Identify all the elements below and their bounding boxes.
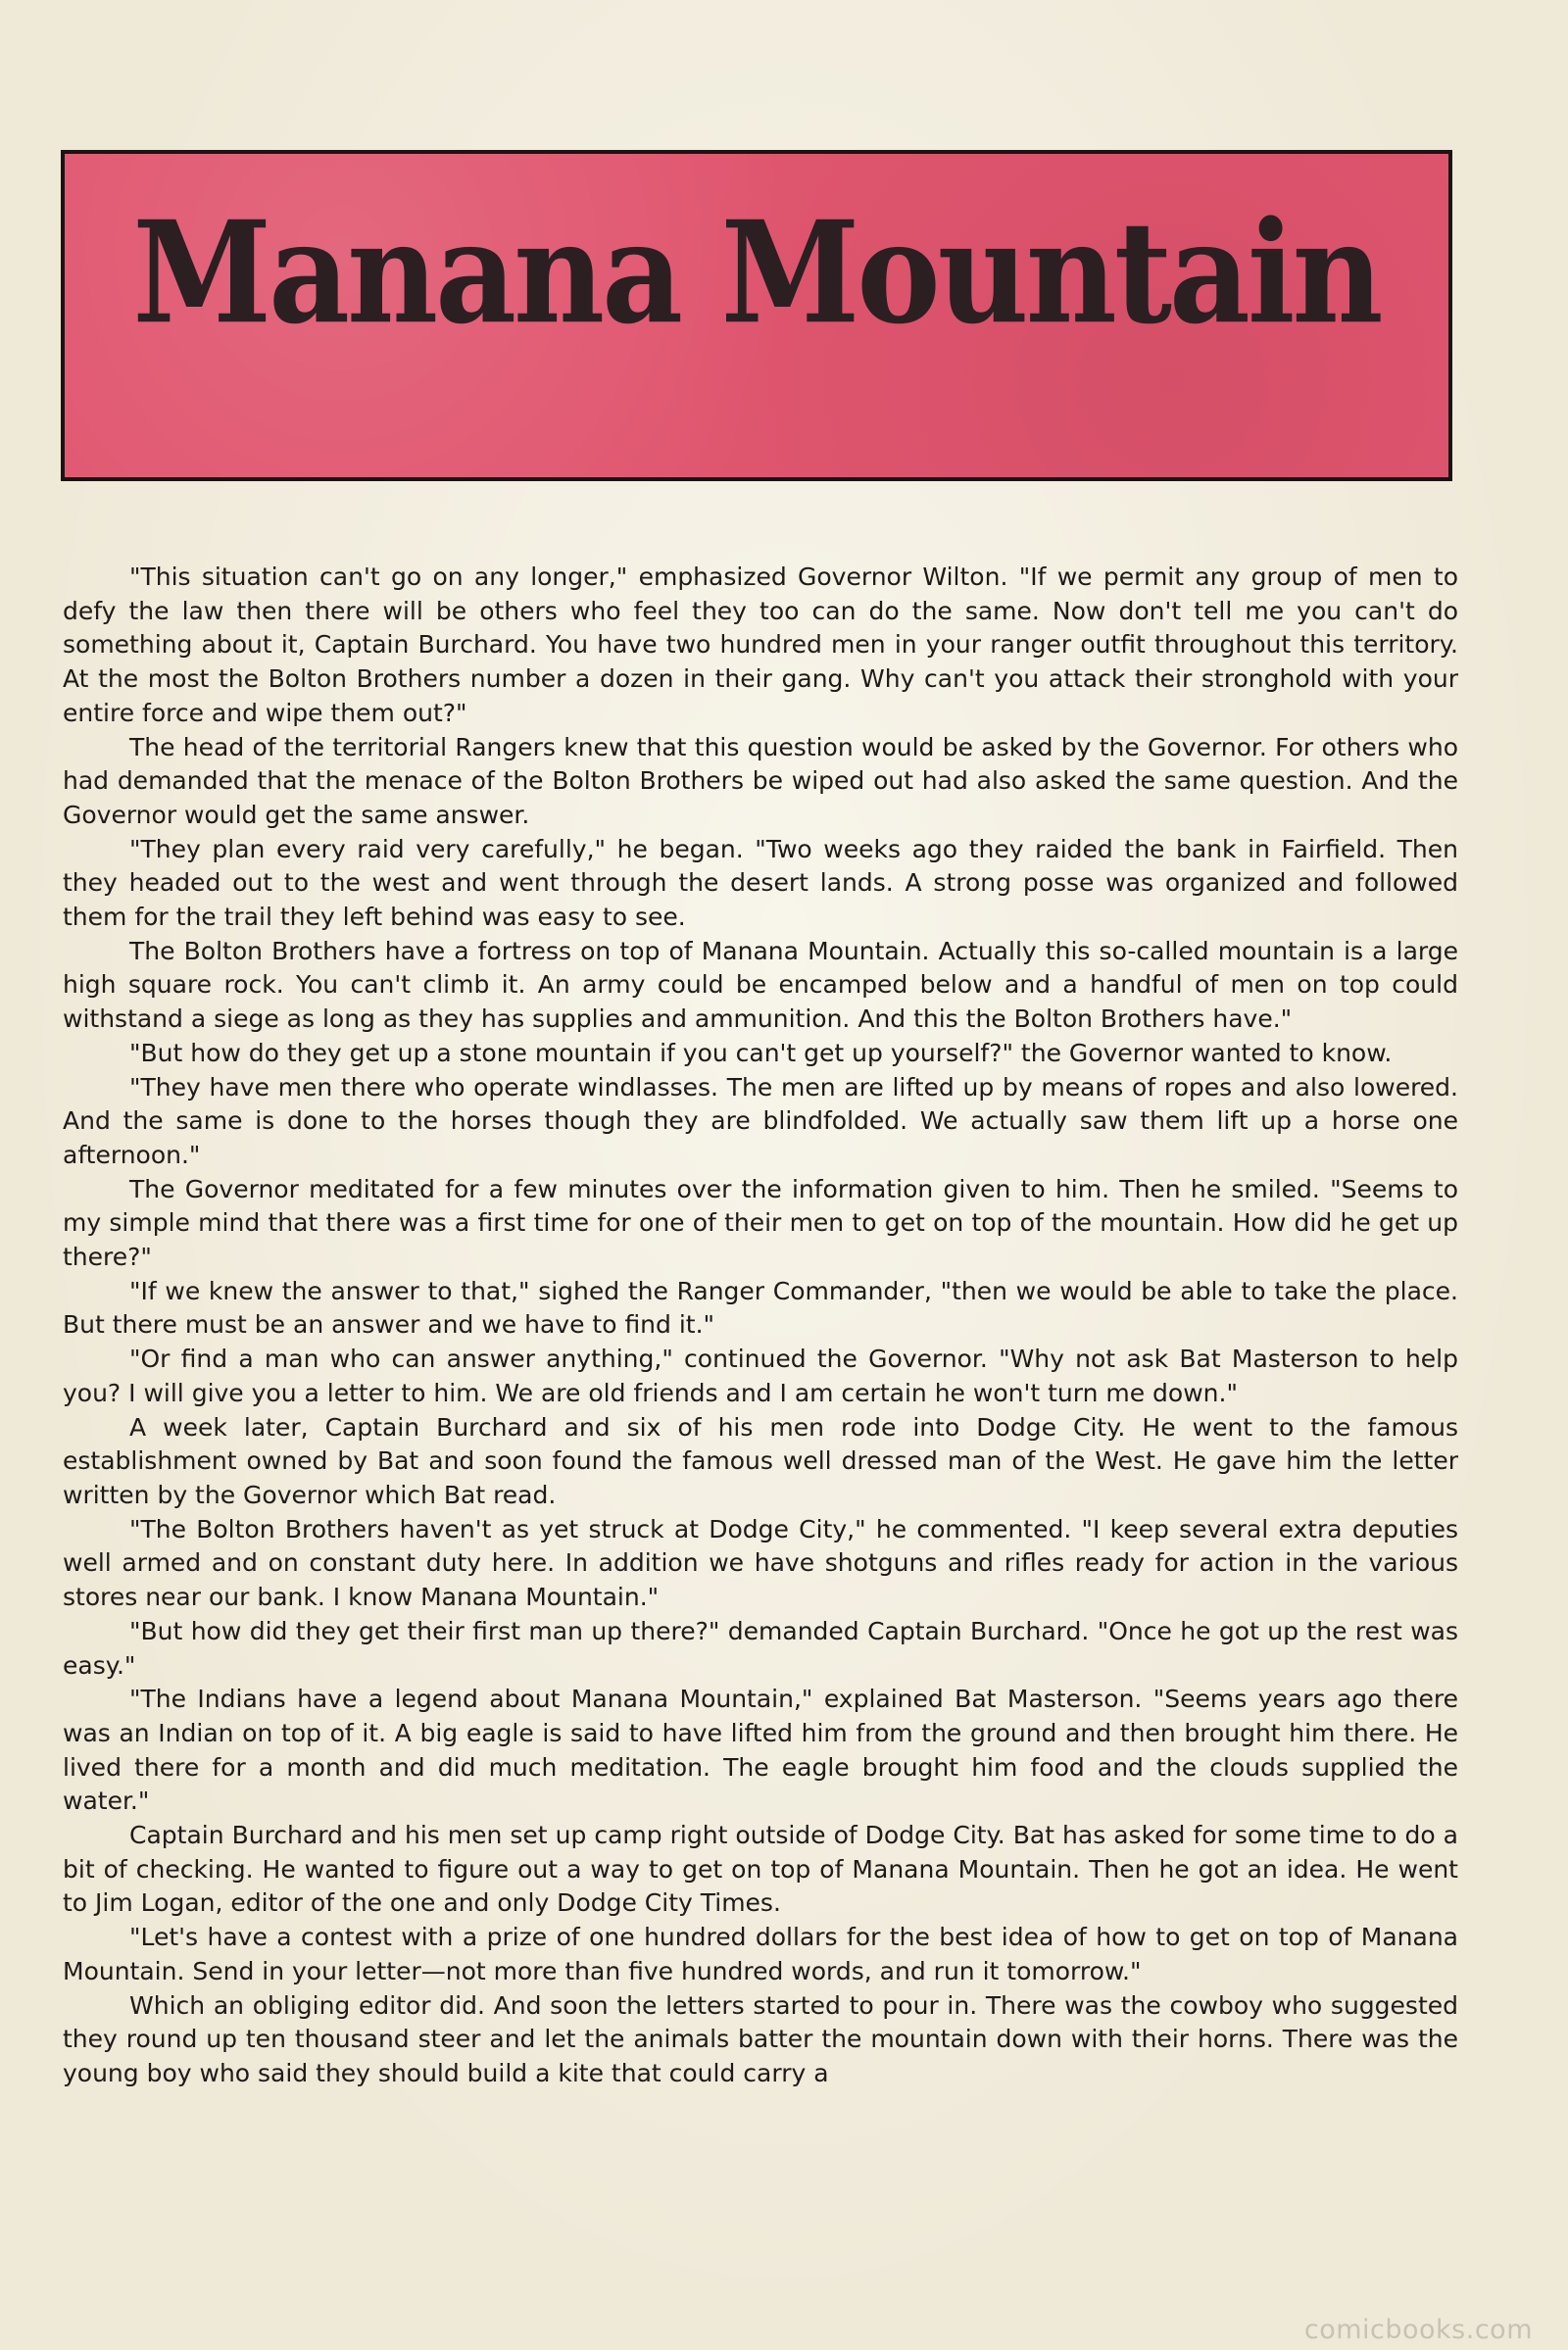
story-paragraph: The Bolton Brothers have a fortress on top of Manana Mountain. Actually this so-called mountain is a large high square rock. You can't climb it. An army could be encamped below and a handful of men on top could withstand a siege as long as they has supplies and ammunition. And this the Bolton Brothers have." — [63, 936, 1458, 1034]
story-paragraph: Which an obliging editor did. And soon the letters started to pour in. There was the cowboy who suggested they round up ten thousand steer and let the animals batter the mountain down with their horns. There was the young boy who said they should build a kite that could carry a — [63, 1990, 1458, 2087]
story-paragraph: "If we knew the answer to that," sighed the Ranger Commander, "then we would be able to take the place. But there must be an answer and we have to find it." — [63, 1276, 1458, 1340]
story-paragraph: Captain Burchard and his men set up camp right outside of Dodge City. Bat has asked for some time to do a bit of checking. He wanted to figure out a way to get on top of Manana Mountain. Then he got an idea. He went to Jim Logan, editor of the one and only Dodge City Times. — [63, 1821, 1458, 1918]
story-paragraph: "But how do they get up a stone mountain if you can't get up yourself?" the Governor wanted to know. — [129, 1038, 1393, 1067]
story-paragraph: "The Bolton Brothers haven't as yet struck at Dodge City," he commented. "I keep several extra deputies well armed and on constant duty here. In addition we have shotguns and rifles ready for action in the various stores near our bank. I know Manana Mountain." — [63, 1514, 1458, 1612]
story-paragraph: "But how did they get their first man up there?" demanded Captain Burchard. "Once he got up the rest was easy." — [63, 1616, 1458, 1680]
story-paragraph: "This situation can't go on any longer," emphasized Governor Wilton. "If we permit any group of men to defy the law then there will be others who feel they too can do the same. Now don't tell me you can't do something about it, Captain Burchard. You have two hundred men in your ranger outfit throughout this territory. At the most the Bolton Brothers number a dozen in their gang. Why can't you attack their stronghold with your entire force and wipe them out?" — [63, 563, 1458, 727]
story-paragraph: The Governor meditated for a few minutes over the information given to him. Then he smiled. "Seems to my simple mind that there was a first time for one of their men to get on top of the mountain. How did he get up there?" — [63, 1174, 1458, 1272]
title-banner — [61, 150, 1452, 481]
story-body — [63, 561, 1458, 2246]
story-paragraph: "They have men there who operate windlasses. The men are lifted up by means of ropes and also lowered. And the same is done to the horses though they are blindfolded. We actually saw them lift up a horse one afternoon." — [63, 1072, 1458, 1169]
story-paragraph: The head of the territorial Rangers knew that this question would be asked by the Governor. For others who had demanded that the menace of the Bolton Brothers be wiped out had also asked the same question. And the Governor would get the same answer. — [63, 732, 1458, 829]
story-paragraph: "They plan every raid very carefully," he began. "Two weeks ago they raided the bank in Fairfield. Then they headed out to the west and went through the desert lands. A strong posse was organized and followed them for the trail they left behind was easy to see. — [63, 834, 1458, 932]
story-paragraph: "Or find a man who can answer anything," continued the Governor. "Why not ask Bat Masterson to help you? I will give you a letter to him. We are old friends and I am certain he won't turn me down." — [63, 1345, 1458, 1407]
story-paragraph: "The Indians have a legend about Manana Mountain," explained Bat Masterson. "Seems years ago there was an Indian on top of it. A big eagle is said to have lifted him from the ground and then brought him there. He lived there for a month and did much meditation. The eagle brought him food and the clouds supplied the water." — [63, 1685, 1458, 1816]
story-title: Manana Mountain — [132, 191, 1381, 356]
site-watermark: comicbooks.com — [1303, 2315, 1533, 2345]
story-paragraph: A week later, Captain Burchard and six of his men rode into Dodge City. He went to the famous establishment owned by Bat and soon found the famous well dressed man of the West. He gave him the letter written by the Governor which Bat read. — [63, 1412, 1458, 1509]
story-paragraph: "Let's have a contest with a prize of one hundred dollars for the best idea of how to get on top of Manana Mountain. Send in your letter—not more than five hundred words, and run it tomorrow." — [63, 1923, 1458, 1985]
